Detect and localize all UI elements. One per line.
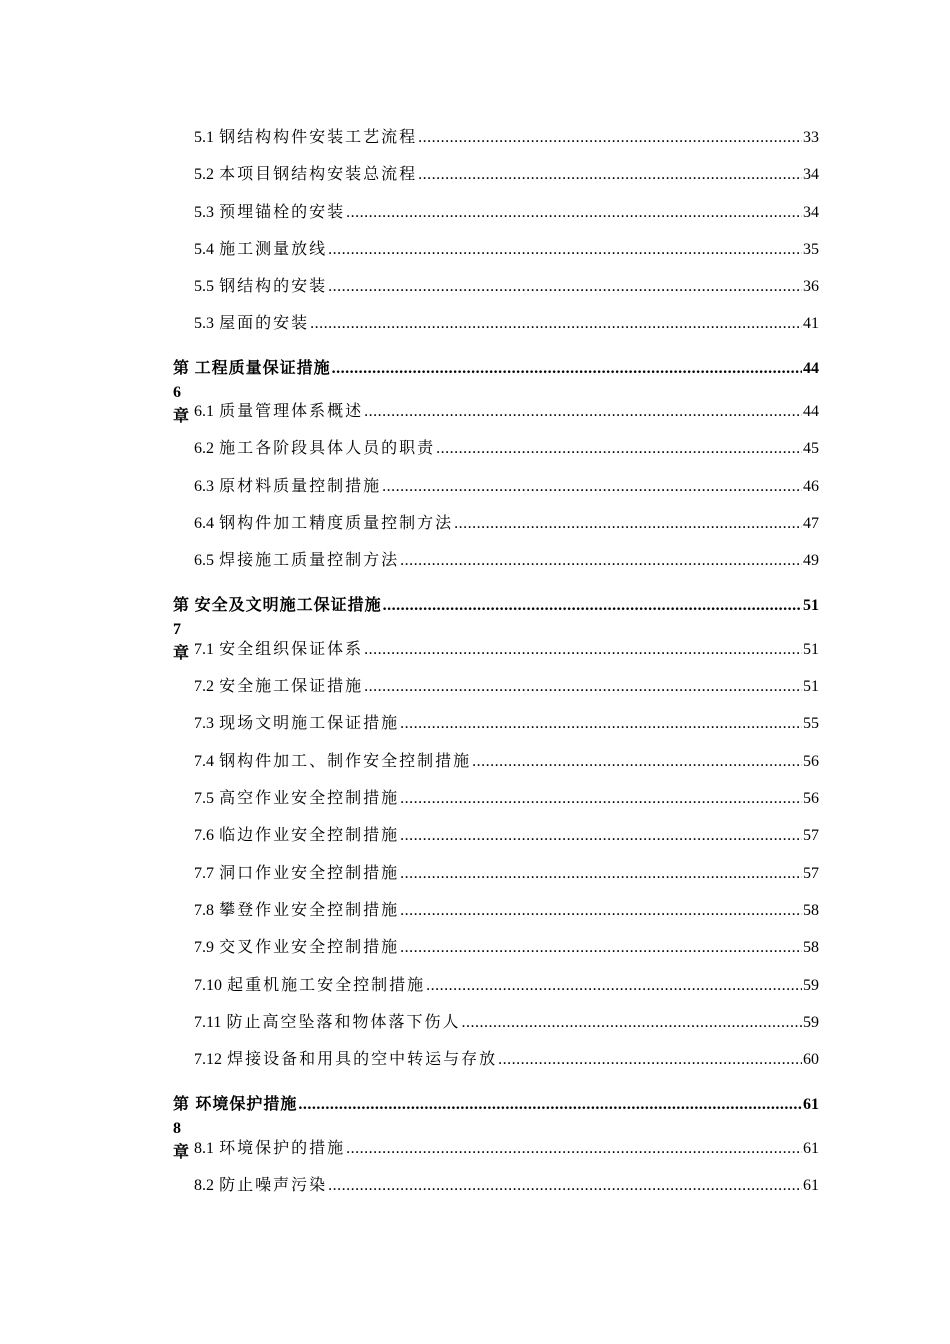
dot-leader [400,862,802,886]
dot-leader [383,594,802,618]
toc-entry-page: 51 [803,641,819,658]
dot-leader [400,936,802,960]
toc-entry-page: 35 [803,241,819,258]
toc-entry-title: 施工测量放线 [219,239,328,258]
toc-entry[interactable] [194,399,819,423]
toc-entry[interactable] [194,311,819,335]
dot-leader [298,1093,802,1117]
dot-leader [426,974,802,998]
dot-leader [328,275,802,299]
dot-leader [382,475,802,499]
toc-entry-number: 7.2 [194,678,214,695]
toc-entry-number: 6.1 [194,403,214,420]
toc-entry[interactable] [194,861,819,885]
dot-leader [400,549,802,573]
dot-leader [364,638,802,662]
toc-entry-number: 7.10 [194,977,222,994]
toc-entry-page: 57 [803,865,819,882]
toc-entry-page: 59 [803,1014,819,1031]
toc-entry-number: 5.2 [194,166,214,183]
toc-entry-title: 本项目钢结构安装总流程 [219,164,418,183]
toc-entry-page: 61 [803,1177,819,1194]
dot-leader [400,824,802,848]
toc-entry-number: 7.7 [194,865,214,882]
toc-entry-page: 44 [803,403,819,420]
toc-entry-page: 56 [803,753,819,770]
toc-entry-number: 7.4 [194,753,214,770]
toc-entry[interactable] [194,1047,819,1071]
toc-entry-title: 预埋锚栓的安装 [219,202,346,221]
toc-entry[interactable] [194,786,819,810]
toc-entry-title: 焊接设备和用具的空中转运与存放 [227,1049,498,1068]
toc-chapter-number: 第 7 章 [173,597,190,662]
toc-entry-title: 钢结构的安装 [219,276,328,295]
dot-leader [328,1174,802,1198]
toc-entry-number: 8.1 [194,1140,214,1157]
toc-entry[interactable] [194,711,819,735]
dot-leader [310,312,802,336]
toc-entry-title: 钢构件加工、制作安全控制措施 [219,751,472,770]
toc-entry[interactable] [194,162,819,186]
toc-entry-title: 环境保护的措施 [219,1138,346,1157]
toc-entry-number: 6.2 [194,440,214,457]
dot-leader [346,201,802,225]
toc-entry[interactable] [194,474,819,498]
toc-entry[interactable] [194,749,819,773]
toc-entry-page: 45 [803,440,819,457]
toc-entry[interactable] [194,935,819,959]
toc-chapter-title: 安全及文明施工保证措施 [194,595,382,614]
dot-leader [346,1137,802,1161]
toc-entry-number: 7.11 [194,1014,222,1031]
toc-entry[interactable] [194,898,819,922]
toc-entry-title: 高空作业安全控制措施 [219,788,400,807]
toc-entry-page: 60 [803,1051,819,1068]
toc-entry-number: 7.8 [194,902,214,919]
toc-entry-title: 现场文明施工保证措施 [219,713,400,732]
toc-entry[interactable] [194,548,819,572]
toc-entry[interactable] [194,1010,819,1034]
toc-entry-title: 钢构件加工精度质量控制方法 [219,513,454,532]
toc-entry[interactable] [194,1136,819,1160]
toc-entry[interactable] [194,237,819,261]
toc-chapter-number: 第 6 章 [173,360,190,425]
toc-entry-title: 施工各阶段具体人员的职责 [219,438,436,457]
toc-entry-number: 5.4 [194,241,214,258]
toc-entry-page: 46 [803,478,819,495]
dot-leader [462,1011,802,1035]
toc-entry-number: 6.4 [194,515,214,532]
toc-entry-number: 5.1 [194,129,214,146]
toc-entry-number: 5.3 [194,315,214,332]
dot-leader [400,712,802,736]
dot-leader [498,1048,802,1072]
toc-entry-page: 41 [803,315,819,332]
toc-entry-page: 34 [803,166,819,183]
toc-entry-number: 8.2 [194,1177,214,1194]
toc-entry-page: 58 [803,939,819,956]
dot-leader [454,512,802,536]
toc-entry-page: 59 [803,977,819,994]
toc-entry[interactable] [194,674,819,698]
dot-leader [332,357,802,381]
toc-entry-title: 防止高空坠落和物体落下伤人 [226,1012,461,1031]
toc-entry-number: 6.3 [194,478,214,495]
toc-entry-page: 34 [803,204,819,221]
toc-entry[interactable] [194,637,819,661]
dot-leader [418,126,802,150]
toc-entry[interactable] [194,200,819,224]
toc-entry-title: 安全施工保证措施 [219,676,364,695]
toc-entry-page: 61 [803,1140,819,1157]
toc-entry-title: 临边作业安全控制措施 [219,825,400,844]
toc-entry-title: 洞口作业安全控制措施 [219,863,400,882]
dot-leader [364,400,802,424]
toc-entry[interactable] [194,823,819,847]
toc-entry-title: 起重机施工安全控制措施 [227,975,426,994]
toc-entry-title: 原材料质量控制措施 [219,476,382,495]
toc-entry-page: 57 [803,827,819,844]
toc-chapter-page: 44 [803,360,819,377]
dot-leader [400,787,802,811]
toc-entry[interactable] [194,511,819,535]
dot-leader [328,238,802,262]
dot-leader [436,437,802,461]
toc-entry-page: 49 [803,552,819,569]
toc-chapter-title: 工程质量保证措施 [194,358,331,377]
dot-leader [400,899,802,923]
dot-leader [472,750,802,774]
toc-entry[interactable] [194,274,819,298]
toc-entry[interactable] [194,125,819,149]
toc-entry-title: 焊接施工质量控制方法 [219,550,400,569]
toc-entry-page: 51 [803,678,819,695]
toc-entry-page: 33 [803,129,819,146]
toc-entry-number: 7.5 [194,790,214,807]
toc-chapter-number: 第 8 章 [173,1096,190,1161]
toc-entry[interactable] [194,1173,819,1197]
toc-entry-page: 55 [803,715,819,732]
toc-entry[interactable] [194,436,819,460]
toc-entry-title: 钢结构构件安装工艺流程 [219,127,418,146]
toc-entry-page: 47 [803,515,819,532]
toc-entry-title: 屋面的安装 [219,313,310,332]
toc-entry-title: 防止噪声污染 [219,1175,328,1194]
toc-entry-number: 5.3 [194,204,214,221]
dot-leader [418,163,802,187]
toc-entry-number: 7.6 [194,827,214,844]
toc-entry-title: 质量管理体系概述 [219,401,364,420]
toc-entry-title: 攀登作业安全控制措施 [219,900,400,919]
dot-leader [364,675,802,699]
toc-entry-page: 56 [803,790,819,807]
toc-entry-number: 7.12 [194,1051,222,1068]
toc-entry-page: 58 [803,902,819,919]
toc-chapter-page: 51 [803,597,819,614]
toc-entry-page: 36 [803,278,819,295]
toc-entry-number: 7.3 [194,715,214,732]
toc-entry-number: 7.1 [194,641,214,658]
toc-entry-number: 5.5 [194,278,214,295]
toc-entry[interactable] [194,973,819,997]
toc-entry-title: 安全组织保证体系 [219,639,364,658]
toc-chapter-page: 61 [803,1096,819,1113]
toc-entry-title: 交叉作业安全控制措施 [219,937,400,956]
toc-entry-number: 7.9 [194,939,214,956]
toc-entry-number: 6.5 [194,552,214,569]
toc-chapter-title: 环境保护措施 [195,1094,298,1113]
